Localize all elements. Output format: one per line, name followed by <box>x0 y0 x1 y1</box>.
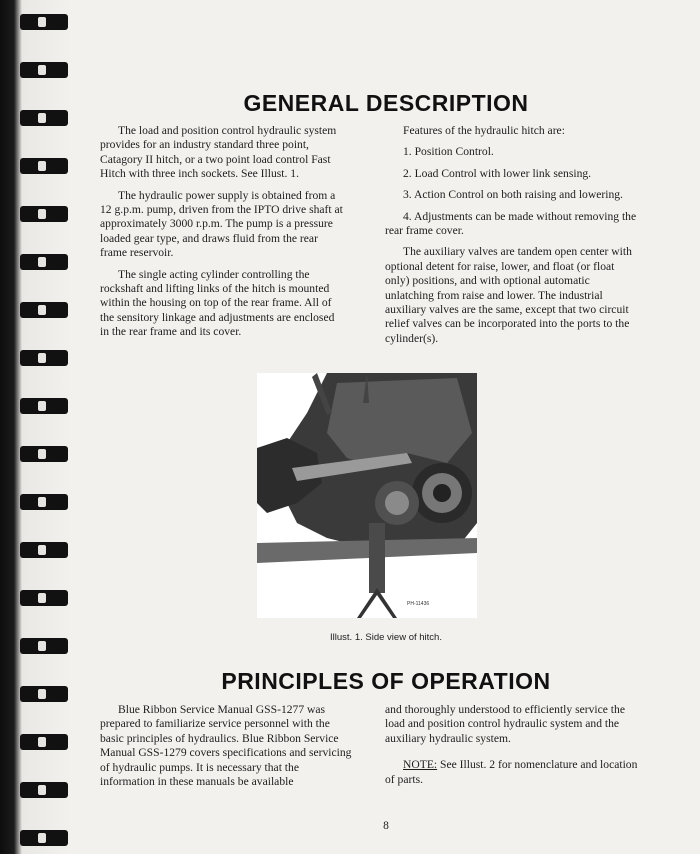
hitch-photo <box>257 373 477 618</box>
note-text: See Illust. 2 for nomenclature and location of parts. <box>385 758 638 786</box>
paragraph: The load and position control hydraulic system provides for an industry standard three point, Catagory II hitch, or a two point load control Fast Hitch with three inch sockets. See Illust. 1. <box>100 124 337 181</box>
auxiliary-valves-paragraph: The auxiliary valves are tandem open center with optional detent for raise, lower, and float (or float only) positions, and with optional automatic unlatching from raise and lower. The industrial auxiliary valves are the same, except that two circuit relief valves can be incorporated into the ports to the cylinder(s). <box>385 245 632 345</box>
paragraph: and thoroughly understood to efficiently service the load and position control hydraulic system and the auxiliary hydraulic system. <box>385 703 625 745</box>
hitch-photo-image <box>257 373 477 618</box>
illustration-caption: Illust. 1. Side view of hitch. <box>330 632 442 643</box>
section2-right-column <box>385 703 640 794</box>
photo-tag: PH-11436 <box>407 601 430 607</box>
right-column <box>385 124 640 353</box>
feature-item: 3. Action Control on both raising and lowering. <box>403 188 623 202</box>
paragraph: The single acting cylinder controlling the rockshaft and lifting links of the hitch is mounted within the housing on top of the rear frame. All of the sensitory linkage and adjustments are enclosed in the rear frame and its cover. <box>100 267 335 339</box>
features-intro: Features of the hydraulic hitch are: <box>403 124 565 137</box>
note-paragraph <box>385 758 640 787</box>
spiral-binding <box>0 0 72 854</box>
page-number: 8 <box>383 820 389 832</box>
feature-item: 4. Adjustments can be made without removing the rear frame cover. <box>385 209 637 238</box>
general-description-heading: GENERAL DESCRIPTION <box>243 90 529 116</box>
paragraph: Blue Ribbon Service Manual GSS-1277 was prepared to familiarize service personnel with the basic principles of hydraulics. Blue Ribbon Service Manual GSS-1279 covers specifications and servicing of hydraulic pumps. It is necessary that the information in these manuals be available <box>100 703 352 789</box>
feature-item: 1. Position Control. <box>403 145 494 159</box>
note-label: NOTE: <box>403 758 438 772</box>
section2-left-column <box>100 703 355 796</box>
left-column <box>100 124 345 347</box>
feature-item: 2. Load Control with lower link sensing. <box>403 166 592 180</box>
paragraph: The hydraulic power supply is obtained from a 12 g.p.m. pump, driven from the IPTO drive shaft at approximately 3000 r.p.m. The pump is a pressure loaded gear type, and draws fluid from the rear frame reservoir. <box>100 188 343 260</box>
principles-of-operation-heading: PRINCIPLES OF OPERATION <box>221 668 551 694</box>
